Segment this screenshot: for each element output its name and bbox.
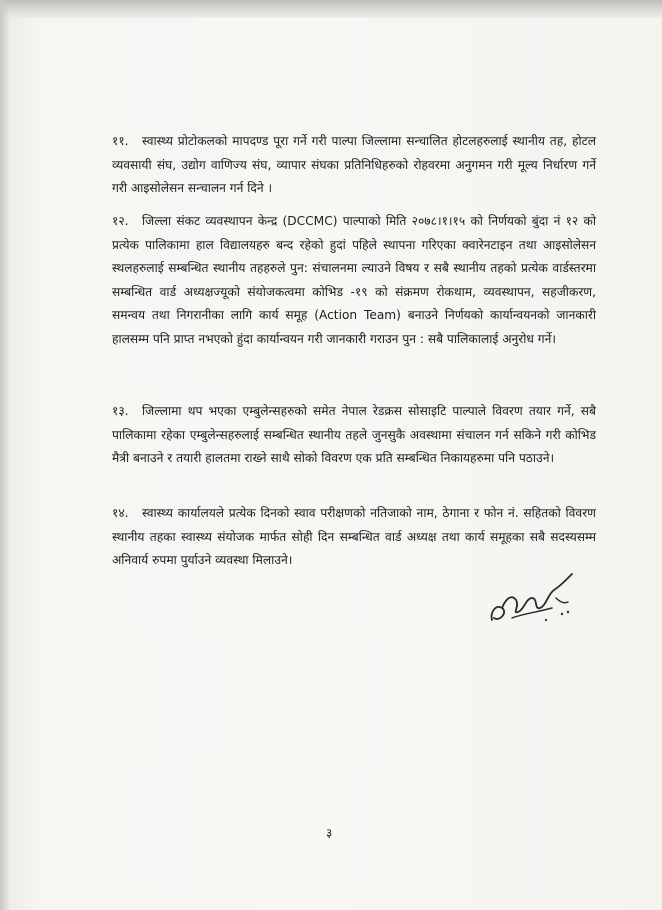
item-text: स्वास्थ्य प्रोटोकलको मापदण्ड पूरा गर्ने गरी पाल्पा जिल्लामा सन्चालित होटलहरुलाई स्थानीय तह, होटल व्यवसायी संघ, उद्योग वाणिज्य संघ, व्यापार संघका प्रतिनिधिहरुको रोहवरमा अनुगमन गरी मूल्य निर्धारण गर्ने गरी आइसोलेसन सन्चालन गर्न दिने । [112, 134, 596, 196]
handwritten-signature [482, 568, 582, 630]
scan-top-edge [0, 0, 662, 18]
decision-item-13 [112, 400, 596, 471]
item-text: जिल्ला संकट व्यवस्थापन केन्द्र (DCCMC) पाल्पाको मिति २०७८।१।१५ को निर्णयको बुंदा नं १२ को प्रत्येक पालिकामा हाल विद्यालयहरु बन्द रहेको हुदां पहिले स्थापना गरिएका क्वारेनटाइन तथा आइसोलेसन स्थलहरुलाई सम्बन्धित स्थानीय तहहरुले पुन: संचालनमा ल्याउने विषय र सबै स्थानीय तहको प्रत्येक वार्डस्तरमा सम्बन्धित वार्ड अध्यक्षज्यूको संयोजकत्वमा कोभिड -१९ को संक्रमण रोकथाम, व्यवस्थापन, सहजीकरण, समन्वय तथा निगरानीका लागि कार्य समूह (Action Team) बनाउने निर्णयको कार्यान्वयनको जानकारी हालसम्म पनि प्राप्त नभएको हुंदा कार्यान्वयन गरी जानकारी गराउन पुन : सबै पालिकालाई अनुरोध गर्ने। [112, 214, 596, 346]
item-number: १४. [112, 506, 129, 520]
item-number: १२. [112, 214, 129, 228]
decision-item-12 [112, 210, 596, 352]
page-number: ३ [326, 826, 333, 840]
decision-item-11 [112, 130, 596, 201]
item-number: १३. [112, 404, 129, 418]
item-text: जिल्लामा थप भएका एम्बुलेन्सहरुको समेत नेपाल रेडक्रस सोसाइटि पाल्पाले विवरण तयार गर्ने, सबै पालिकामा रहेका एम्बुलेन्सहरुलाई सम्बन्धित स्थानीय तहले जुनसुकै अवस्थामा संचालन गर्न सकिने गरी कोभिड मैत्री बनाउने र तयारी हालतमा राख्ने साथै सोको विवरण एक प्रति सम्बन्धित निकायहरुमा पनि पठाउने। [112, 404, 596, 466]
decision-item-14 [112, 502, 596, 573]
item-text: स्वास्थ्य कार्यालयले प्रत्येक दिनको स्वाव परीक्षणको नतिजाको नाम, ठेगाना र फोन नं. सहितको विवरण स्थानीय तहका स्वास्थ्य संयोजक मार्फत सोही दिन सम्बन्धित वार्ड अध्यक्ष तथा कार्य समूहका सबै सदस्यसम्म अनिवार्य रुपमा पुर्याउने व्यवस्था मिलाउने। [112, 506, 596, 568]
scan-left-shadow [0, 0, 10, 910]
item-number: ११. [112, 134, 129, 148]
